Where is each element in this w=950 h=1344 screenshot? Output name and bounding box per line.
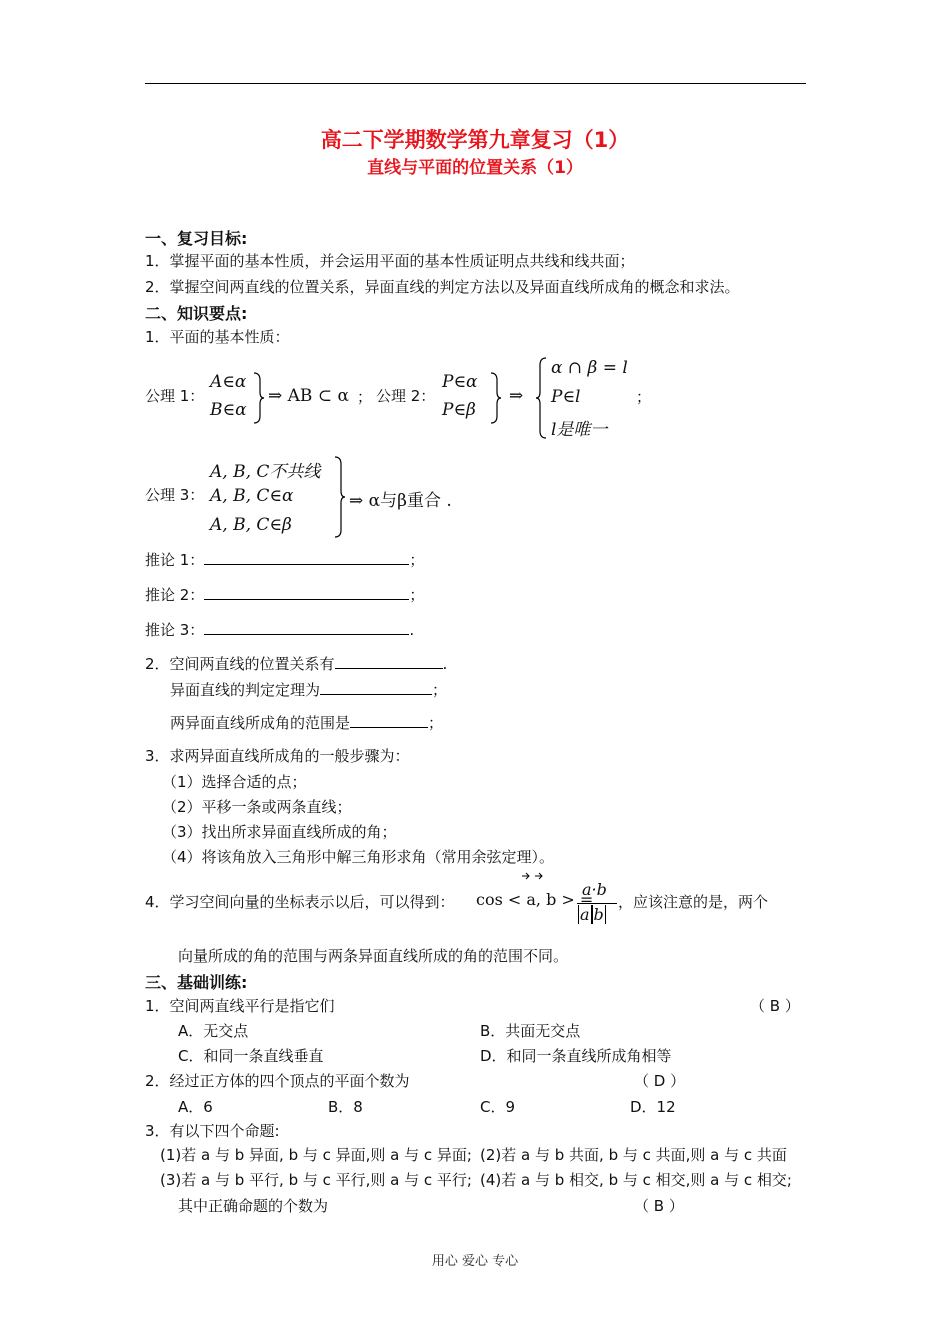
- axiom1-result: ⇒ AB ⊂ α: [268, 386, 349, 406]
- step-2: （2）平移一条或两条直线；: [162, 798, 352, 816]
- axiom1-label: 公理 1：: [145, 387, 205, 405]
- axiom3-label: 公理 3：: [145, 486, 205, 504]
- axiom2-result-1: α ∩ β = l: [551, 358, 628, 378]
- item2-blank-1[interactable]: [335, 654, 443, 669]
- knowledge-item-4-suffix: ，应该注意的是，两个: [618, 893, 769, 911]
- axiom2-result-brace: [535, 357, 547, 439]
- q2-option-d: D．12: [630, 1098, 676, 1116]
- section2-heading: 二、知识要点:: [145, 304, 248, 323]
- fraction-bar: [577, 903, 617, 904]
- step-3: （3）找出所求异面直线所成的角；: [162, 823, 397, 841]
- corollary-2-end: ；: [409, 586, 425, 604]
- item2-text: 2．空间两直线的位置关系有: [145, 655, 335, 673]
- q3-last-line: 其中正确命题的个数为: [178, 1197, 329, 1215]
- q3-answer: （ B ）: [634, 1197, 684, 1215]
- goal-item-2: 2．掌握空间两直线的位置关系，异面直线的判定方法以及异面直线所成角的概念和求法。: [145, 278, 740, 296]
- corollary-2-blank[interactable]: [204, 585, 409, 600]
- corollary-2: [145, 584, 424, 605]
- axiom2-result-3: l是唯一: [551, 420, 608, 440]
- axiom1-separator: ；: [357, 388, 373, 406]
- q1-stem: 1．空间两直线平行是指它们: [145, 997, 335, 1015]
- corollary-1: [145, 549, 424, 570]
- page-footer: 用心 爱心 专心: [431, 1254, 519, 1269]
- axiom3-cond-3: A, B, C∈β: [210, 515, 292, 535]
- header-rule: [145, 83, 806, 84]
- formula-denominator: [578, 905, 606, 924]
- q3-proposition-2: (2)若 a 与 b 共面, b 与 c 共面,则 a 与 c 共面: [480, 1146, 787, 1164]
- q3-proposition-4: (4)若 a 与 b 相交, b 与 c 相交,则 a 与 c 相交;: [480, 1171, 792, 1189]
- item2-end-3: ；: [428, 714, 444, 732]
- q2-stem: 2．经过正方体的四个顶点的平面个数为: [145, 1072, 410, 1090]
- q2-answer: （ D ）: [634, 1072, 686, 1090]
- knowledge-item-2-line2: [170, 679, 447, 700]
- knowledge-item-1: 1．平面的基本性质：: [145, 328, 290, 346]
- denominator-b: b: [593, 905, 604, 924]
- q1-answer: （ B ）: [750, 997, 800, 1015]
- formula-numerator: a·b: [582, 880, 607, 899]
- q1-option-c: C．和同一条直线垂直: [178, 1047, 324, 1065]
- q2-option-b: B．8: [328, 1098, 363, 1116]
- corollary-2-label: 推论 2：: [145, 586, 205, 604]
- corollary-1-label: 推论 1：: [145, 551, 205, 569]
- q2-option-a: A．6: [178, 1098, 213, 1116]
- vector-arrows: [520, 872, 546, 880]
- axiom1-cond-1: A∈α: [210, 372, 247, 392]
- knowledge-item-4-prefix: 4．学习空间向量的坐标表示以后，可以得到：: [145, 893, 455, 911]
- step-4: （4）将该角放入三角形中解三角形求角（常用余弦定理）。: [162, 848, 555, 866]
- corollary-1-end: ；: [409, 551, 425, 569]
- knowledge-item-3: 3．求两异面直线所成角的一般步骤为：: [145, 747, 410, 765]
- axiom3-result: ⇒ α与β重合 .: [349, 491, 452, 511]
- axiom2-cond-2: P∈β: [442, 400, 476, 420]
- q2-option-c: C．9: [480, 1098, 516, 1116]
- corollary-1-blank[interactable]: [204, 550, 409, 565]
- section1-heading: 一、复习目标:: [145, 229, 248, 248]
- q1-option-b: B．共面无交点: [480, 1022, 581, 1040]
- axiom2-label: 公理 2：: [376, 387, 436, 405]
- q3-proposition-1: (1)若 a 与 b 异面, b 与 c 异面,则 a 与 c 异面;: [160, 1146, 472, 1164]
- axiom3-cond-2: A, B, C∈α: [210, 486, 294, 506]
- goal-item-1: 1．掌握平面的基本性质，并会运用平面的基本性质证明点共线和线共面；: [145, 252, 635, 270]
- item2-end-1: .: [442, 655, 448, 673]
- item2-text-3: 两异面直线所成角的范围是: [170, 714, 351, 732]
- step-1: （1）选择合适的点；: [162, 773, 307, 791]
- axiom1-brace: [253, 372, 265, 424]
- knowledge-item-2: [145, 653, 447, 674]
- corollary-3-blank[interactable]: [204, 620, 409, 635]
- q3-proposition-3: (3)若 a 与 b 平行, b 与 c 平行,则 a 与 c 平行;: [160, 1171, 472, 1189]
- axiom1-cond-2: B∈α: [210, 400, 247, 420]
- q3-stem: 3．有以下四个命题:: [145, 1122, 280, 1140]
- document-title: 高二下学期数学第九章复习（1）: [320, 128, 630, 152]
- corollary-3-end: .: [409, 621, 415, 639]
- axiom2-brace: [490, 372, 502, 424]
- section3-heading: 三、基础训练:: [145, 973, 248, 992]
- item2-blank-3[interactable]: [350, 713, 428, 728]
- denominator-a: a: [580, 905, 590, 924]
- axiom2-cond-1: P∈α: [442, 372, 478, 392]
- knowledge-item-4-line2: 向量所成的角的范围与两条异面直线所成的角的范围不同。: [178, 947, 569, 965]
- cos-formula-left: cos < a, b > =: [476, 890, 594, 909]
- corollary-3: [145, 619, 414, 640]
- axiom2-end: ；: [636, 388, 652, 406]
- axiom3-cond-1: A, B, C不共线: [210, 462, 321, 482]
- item2-end-2: ；: [432, 681, 448, 699]
- q1-option-d: D．和同一条直线所成角相等: [480, 1047, 672, 1065]
- document-subtitle: 直线与平面的位置关系（1）: [367, 158, 583, 178]
- item2-blank-2[interactable]: [320, 680, 432, 695]
- corollary-3-label: 推论 3：: [145, 621, 205, 639]
- axiom2-arrow: ⇒: [509, 386, 524, 406]
- axiom3-brace: [334, 456, 346, 538]
- q1-option-a: A．无交点: [178, 1022, 249, 1040]
- knowledge-item-2-line3: [170, 712, 443, 733]
- item2-text-2: 异面直线的判定定理为: [170, 681, 321, 699]
- axiom2-result-2: P∈l: [551, 387, 581, 407]
